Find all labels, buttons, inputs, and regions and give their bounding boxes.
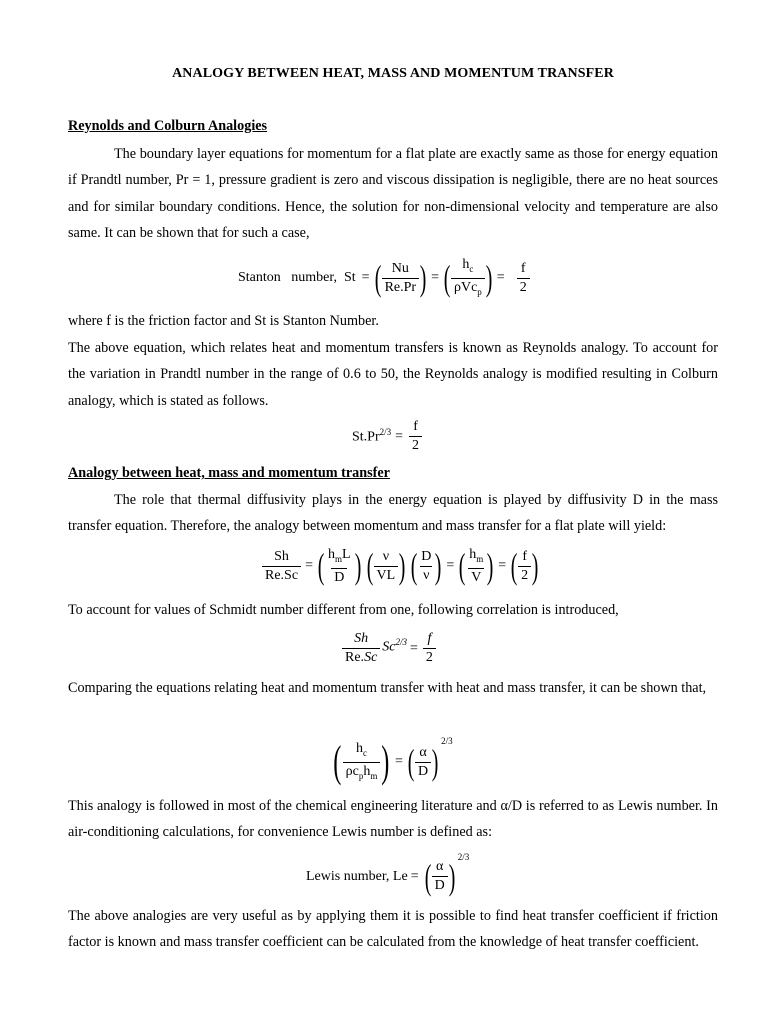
- page-title: ANALOGY BETWEEN HEAT, MASS AND MOMENTUM TRANSFER: [172, 66, 614, 81]
- paragraph-thermal-diffusivity: The role that thermal diffusivity plays in the energy equation is played by diffusivity D in the mass transfer equation. Therefore, the analogy between momentum and mass transfer for a flat plate will yield:: [68, 492, 718, 535]
- paragraph-reynolds-analogy: The above equation, which relates heat and momentum transfers is known as Reynolds analogy. To account for the variation in Prandtl number in the range of 0.6 to 50, the Reynolds analogy is modified resulting in Colburn analogy, which is stated as follows.: [68, 340, 718, 409]
- fraction-f-2: $\frac{f}{2}$: [517, 260, 530, 297]
- equation-mass-momentum-analogy: $\frac{Sh}{Re.Sc}$ = ( $\frac{h_mL}{D}$ ) ( $\frac{\nu}{VL}$ ) ( $\frac{D}{\nu}$ ) = ( $\frac{h_m}{V}$ ) = ( $\frac{f}{2}$ ): [260, 546, 541, 587]
- fraction-nu-re-pr: $\frac{Nu}{Re.Pr}$: [382, 260, 420, 297]
- equation-colburn: $St.Pr^{2/3}$ = $\frac{f}{2}$: [352, 418, 424, 455]
- equation-lewis-number-definition: Lewis number, Le = ( $\frac{\alpha}{D}$ ) $^{2/3}$: [306, 852, 470, 897]
- paragraph-comparing-equations: Comparing the equations relating heat and momentum transfer with heat and mass transfer, it can be shown that,: [68, 680, 707, 696]
- paragraph-boundary-layer: The boundary layer equations for momentum for a flat plate are exactly same as those for energy equation if Prandtl number, Pr = 1, pressure gradient is zero and viscous dissipation is negligible, there are no heat sources and for similar boundary conditions. Hence, the solution for non-dimensional velocity and temperature are also same. It can be shown that for such a case,: [68, 146, 718, 241]
- equation-label: Stanton number, St: [238, 270, 356, 286]
- section-heading-reynolds-colburn: Reynolds and Colburn Analogies: [68, 118, 268, 134]
- paragraph-conclusion: The above analogies are very useful as by applying them it is possible to find heat transfer coefficient if friction factor is known and mass transfer coefficient can be calculated from the knowledge of heat transfer coefficient.: [68, 908, 718, 951]
- equation-stanton-number: Stanton number, St = ( $\frac{Nu}{Re.Pr}$ ) = ( $\frac{h_c}{\rho Vc_p}$ ) = $\frac{f}{2}$: [238, 256, 532, 301]
- equation-schmidt-correlation: $\frac{Sh}{Re.Sc}$ $Sc^{2/3}$ = $\frac{f}{2}$: [340, 630, 438, 667]
- paragraph-schmidt-number: To account for values of Schmidt number different from one, following correlation is introduced,: [68, 602, 619, 618]
- paragraph-friction-factor: where f is the friction factor and St is Stanton Number.: [68, 313, 379, 329]
- fraction-hc-rhovcp: $\frac{h_c}{\rho Vc_p}$: [451, 256, 485, 301]
- paragraph-lewis-number: This analogy is followed in most of the chemical engineering literature and α/D is referred to as Lewis number. In air-conditioning calculations, for convenience Lewis number is defined as:: [68, 798, 718, 841]
- equation-lewis-relation: ( $\frac{h_c}{\rho c_ph_m}$ ) = ( $\frac{\alpha}{D}$ ) $^{2/3}$: [333, 736, 453, 787]
- section-heading-heat-mass-momentum: Analogy between heat, mass and momentum transfer: [68, 465, 390, 481]
